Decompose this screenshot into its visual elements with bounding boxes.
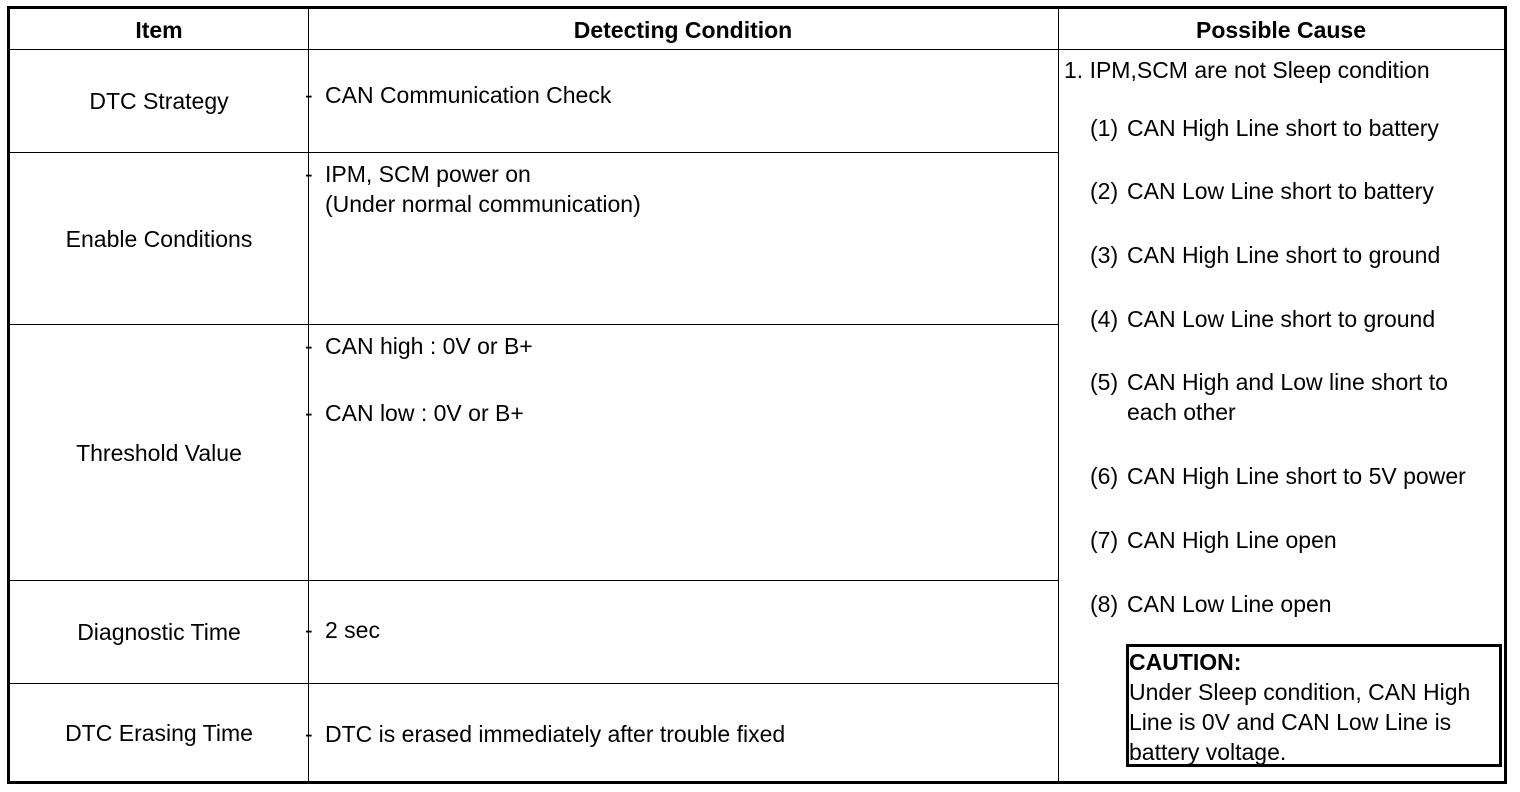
item-dtc-strategy: DTC Strategy (89, 88, 229, 114)
cause-item-text: CAN Low Line short to ground (1127, 306, 1436, 332)
row-divider (10, 152, 1058, 153)
condition-diagnostic-time (305, 615, 380, 645)
bullet-dash: - (305, 82, 313, 108)
condition-text: CAN low : 0V or B+ (325, 400, 524, 426)
caution-box (1126, 644, 1502, 767)
cause-item-number: (4) (1090, 306, 1119, 332)
cause-item-text: CAN High Line open (1127, 527, 1337, 553)
cause-item-text: CAN High Line short to ground (1127, 242, 1441, 268)
bullet-dash: - (305, 617, 313, 643)
condition-text: CAN Communication Check (325, 82, 612, 108)
row-divider (10, 324, 1058, 325)
condition-text: 2 sec (325, 617, 380, 643)
cause-heading: 1. IPM,SCM are not Sleep condition (1064, 57, 1430, 83)
column-divider (308, 9, 309, 781)
caution-line: Line is 0V and CAN Low Line is (1129, 709, 1452, 735)
bullet-dash: - (305, 161, 313, 187)
cause-item-text: CAN Low Line short to battery (1127, 178, 1434, 204)
cause-item-text: CAN High Line short to battery (1127, 115, 1439, 141)
cause-item-number: (7) (1090, 527, 1119, 553)
condition-dtc-erasing-time (305, 719, 785, 749)
header-item: Item (135, 17, 183, 43)
cause-item-number: (3) (1090, 242, 1119, 268)
condition-threshold-low (305, 398, 524, 428)
item-threshold-value: Threshold Value (76, 439, 242, 466)
cause-item-text: CAN High Line short to 5V power (1127, 463, 1466, 489)
item-dtc-erasing-time: DTC Erasing Time (65, 719, 253, 746)
condition-text: IPM, SCM power on (Under normal communication) (325, 161, 641, 217)
header-possible-cause: Possible Cause (1195, 17, 1367, 43)
bullet-dash: - (305, 400, 313, 426)
item-enable-conditions: Enable Conditions (65, 225, 253, 252)
row-divider (10, 683, 1058, 684)
caution-line: Under Sleep condition, CAN High (1129, 679, 1471, 705)
condition-text: DTC is erased immediately after trouble fixed (325, 721, 786, 747)
caution-title: CAUTION: (1129, 649, 1242, 675)
cause-item-continuation: each other (1127, 399, 1236, 425)
cause-item-number: (1) (1090, 115, 1119, 141)
bullet-dash: - (305, 721, 313, 747)
cause-item-number: (6) (1090, 463, 1119, 489)
condition-text: CAN high : 0V or B+ (325, 333, 533, 359)
cause-item-number: (2) (1090, 178, 1119, 204)
caution-line: battery voltage. (1129, 739, 1287, 765)
item-diagnostic-time: Diagnostic Time (77, 619, 241, 645)
condition-dtc-strategy (305, 80, 611, 110)
column-divider (1058, 9, 1059, 781)
condition-enable (305, 159, 641, 219)
cause-item-text: CAN Low Line open (1127, 591, 1332, 617)
condition-threshold-high (305, 331, 533, 361)
cause-item-number: (8) (1090, 591, 1119, 617)
bullet-dash: - (305, 333, 313, 359)
cause-item-text: CAN High and Low line short to (1127, 369, 1448, 395)
row-divider (10, 580, 1058, 581)
header-detecting-condition: Detecting Condition (573, 17, 793, 43)
cause-item-number: (5) (1090, 369, 1119, 395)
